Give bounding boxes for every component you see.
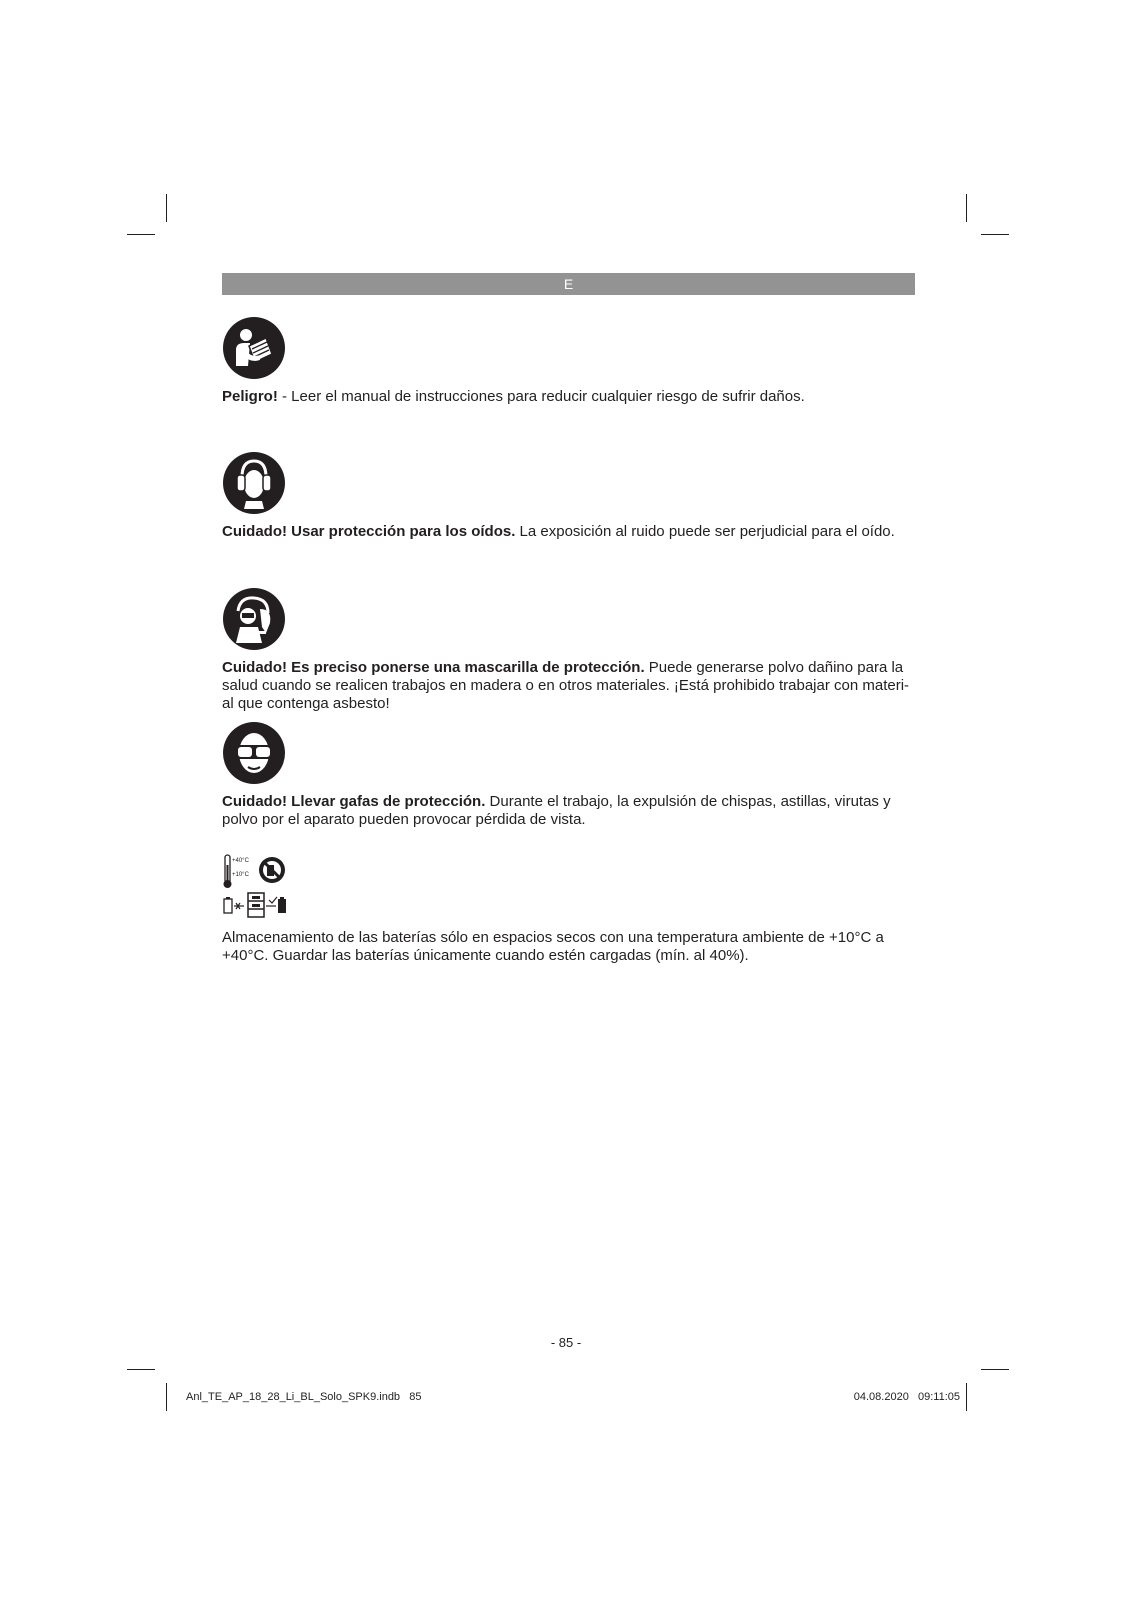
notice-dust-mask <box>222 587 918 713</box>
notice-text: La exposición al ruido puede ser perjudicial para el oído. <box>515 523 895 540</box>
notice-bold: Peligro! <box>222 388 278 405</box>
crop-mark <box>966 1383 967 1411</box>
footer-timestamp: 04.08.2020 09:11:05 <box>853 1391 960 1403</box>
crop-mark <box>981 234 1009 235</box>
crop-mark <box>127 1369 155 1370</box>
notice-text: Puede generarse polvo dañino para la salud cuando se realicen trabajos en madera o en otros materiales. ¡Está prohibido trabajar con materi- al que contenga asbesto! <box>222 659 910 712</box>
notice-read-manual <box>222 316 918 406</box>
crop-mark <box>166 1383 167 1411</box>
page-number: - 85 - <box>550 1335 582 1350</box>
dust-mask-icon <box>222 587 286 651</box>
battery-storage-icon <box>222 853 288 919</box>
notice-text: Durante el trabajo, la expulsión de chispas, astillas, virutas y polvo por el aparato pueden provocar pérdida de vista. <box>222 793 891 828</box>
read-manual-icon <box>222 316 286 380</box>
crop-mark <box>981 1369 1009 1370</box>
notice-bold: Cuidado! Es preciso ponerse una mascarilla de protección. <box>222 659 645 676</box>
max-temp-label: +40°C <box>232 858 249 864</box>
ear-protection-icon <box>222 451 286 515</box>
notice-text: - Leer el manual de instrucciones para reducir cualquier riesgo de sufrir daños. <box>277 388 805 405</box>
notice-bold: Cuidado! Usar protección para los oídos. <box>222 523 516 540</box>
crop-mark <box>127 234 155 235</box>
crop-mark <box>966 194 967 222</box>
footer-file-name: Anl_TE_AP_18_28_Li_BL_Solo_SPK9.indb 85 <box>186 1391 422 1403</box>
notice-ear-protection <box>222 451 918 541</box>
safety-goggles-icon <box>222 721 286 785</box>
min-temp-label: +10°C <box>232 872 249 878</box>
notice-bold: Cuidado! Llevar gafas de protección. <box>222 793 486 810</box>
notice-battery-storage <box>222 853 918 965</box>
language-header-bar <box>222 273 915 295</box>
notice-text: Almacenamiento de las baterías sólo en espacios secos con una temperatura ambiente de +10°C a +40°C. Guardar las baterías únicamente cuando estén cargadas (mín. al 40%). <box>222 929 884 964</box>
crop-mark <box>166 194 167 222</box>
language-label: E <box>563 276 574 292</box>
notice-safety-goggles <box>222 721 918 829</box>
